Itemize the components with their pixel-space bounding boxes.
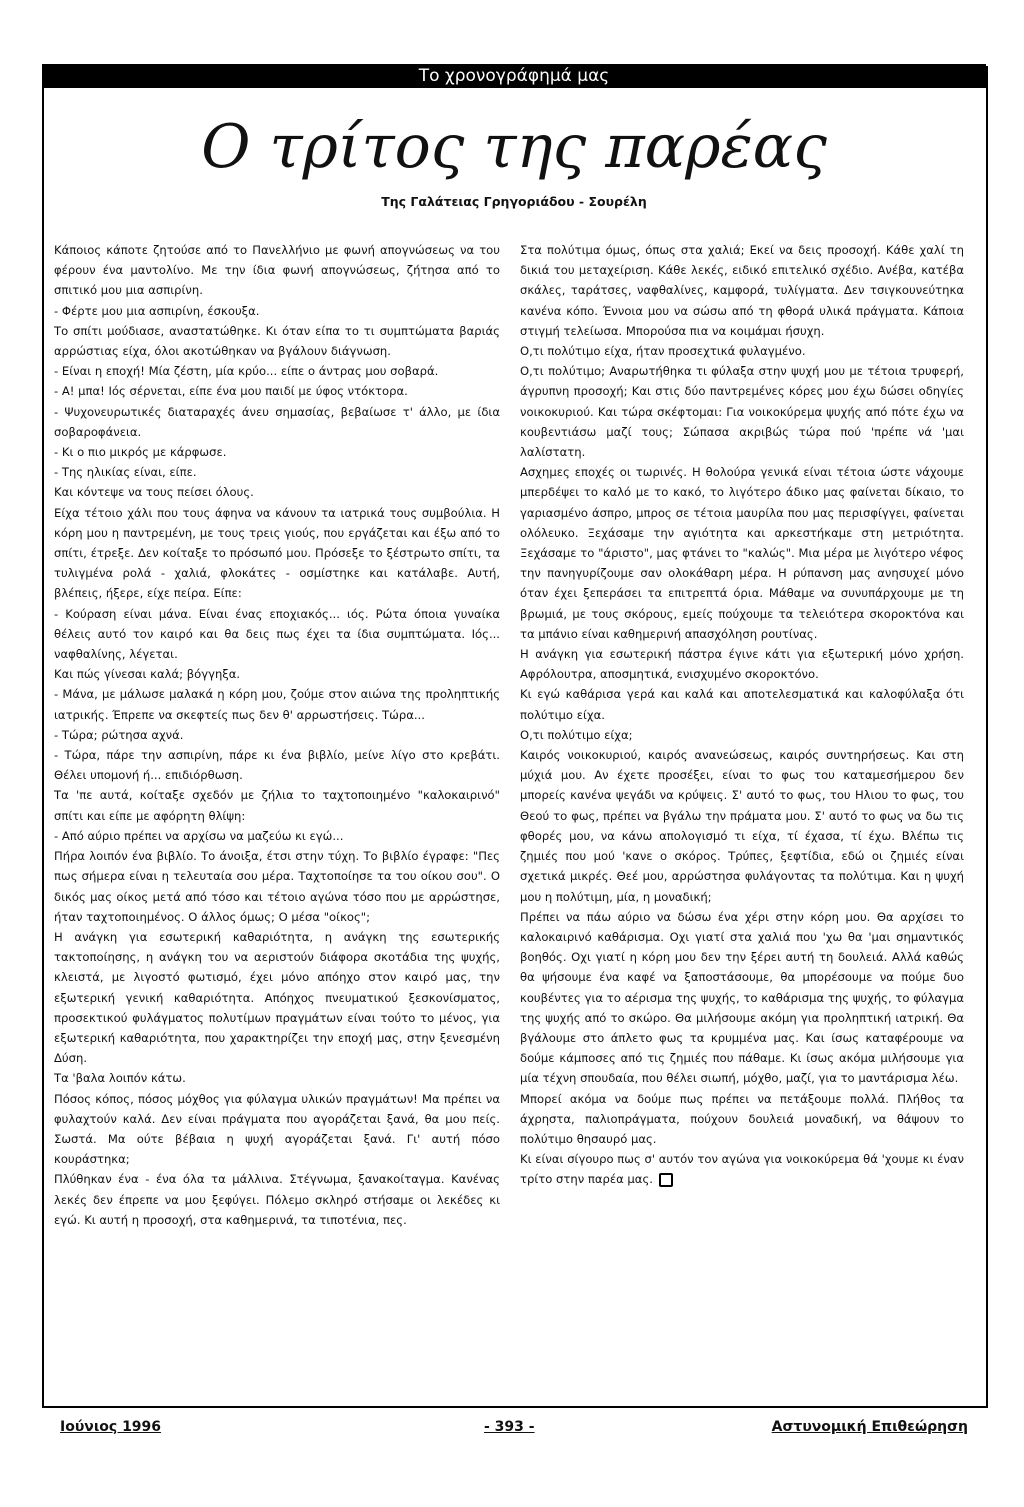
article-title: Ο τρίτος της παρέας (201, 112, 827, 182)
paragraph: - Κι ο πιο μικρός με κάρφωσε. (54, 445, 227, 460)
paragraph: Πόσος κόπος, πόσος μόχθος για φύλαγμα υλικών πραγμάτων! Μα πρέπει να φυλαχτούν καλά. Δεν είναι πράγματα που αγοράζεται ξανά, θα μου πείς. Σωστά. Μα ούτε βέβαια η ψυχή αγοράζεται ξανά. Γι' αυτή πόσο κουράστηκα; (54, 1091, 500, 1167)
paragraph: Μπορεί ακόμα να δούμε πως πρέπει να πετάξουμε πολλά. Πλήθος τα άχρηστα, παλιοπράγματα, πούχουν δουλειά μοναδική, να θάψουν το πολύτιμο θησαυρό μας. (520, 1091, 964, 1146)
left-column (54, 240, 500, 1230)
section-header (42, 64, 986, 88)
page-footer (44, 1416, 984, 1438)
paragraph: - Κούραση είναι μάνα. Είναι ένας εποχιακός... ιός. Ρώτα όποια γυναίκα θέλεις αυτό τον καιρό και θα δεις πως έχει τα ίδια συμπτώματα. Ιός... ναφθαλίνης, λέγεται. (54, 606, 500, 662)
paragraph: - Τώρα; ρώτησα αχνά. (54, 727, 184, 742)
end-mark-icon (659, 1173, 673, 1187)
paragraph: - Μάνα, με μάλωσε μαλακά η κόρη μου, ζούμε στον αιώνα της προληπτικής ιατρικής. Έπρεπε να σκεφτείς πως δεν θ' αρρωστήσεις. Τώρα... (54, 687, 500, 722)
paragraph: Τα 'πε αυτά, κοίταξε σχεδόν με ζήλια το ταχτοποιημένο "καλοκαιρινό" σπίτι και είπε με αφόρητη θλίψη: (54, 788, 500, 823)
issue-date: Ιούνιος 1996 (60, 1419, 162, 1435)
paragraph: Ο,τι πολύτιμο; Αναρωτήθηκα τι φύλαξα στην ψυχή μου με τέτοια τρυφερή, άγρυπνη προσοχή; Και στις δύο παντρεμένες κόρες μου έχω δώσει οδηγίες νοικοκυριού. Και τώρα σκέφτομαι: Για νοικοκύρεμα ψυχής από πότε έχω να κουβεντιάσω μαζί τους; Σώπασα ακριβώς τώρα πού 'πρέπε νά 'μαι λαλίστατη. (520, 364, 964, 460)
section-label: Το χρονογράφημά μας (418, 66, 610, 86)
paragraph: Κι εγώ καθάρισα γερά και καλά και αποτελεσματικά και καλοφύλαξα ότι πολύτιμο είχα. (520, 687, 964, 722)
paragraph: Ασχημες εποχές οι τωρινές. Η θολούρα γενικά είναι τέτοια ώστε νάχουμε μπερδέψει το καλό με το κακό, το λιγότερο άδικο μας φαίνεται δίκαιο, το γαριασμένο άσπρο, μπρος σε τέτοια μαυρίλα που μας περισφίγγει, φαίνεται ολόλευκο. Ξεχάσαμε την αγιότητα και αρκεστήκαμε στη μετριότητα. Ξεχάσαμε το "άριστο", μας φτάνει το "καλώς". Μια μέρα με λιγότερο νέφος την πανηγυρίζουμε σαν ολοκάθαρη μέρα. Η ρύπανση μας ανησυχεί μόνο όταν έχει ξεπεράσει τα επιτρεπτά όρια. Μάθαμε να συνυπάρχουμε με τη βρωμιά, με τους σκόρους, εμείς πούχουμε τα τελειότερα σκοροκτόνα και τα μπάνιο είναι καθημερινή απασχόληση ρουτίνας. (520, 465, 964, 641)
paragraph: Η ανάγκη για εσωτερική καθαριότητα, η ανάγκη της εσωτερικής τακτοποίησης, η ανάγκη του να αεριστούν διάφορα σκοτάδια της ψυχής, κλειστά, με λιγοστό φωτισμό, έχει μόνο απόηχο στον καιρό μας, την εξωτερική γενική καθαριότητα. Απόηχος πνευματικού ξεσκονίσματος, προσεκτικού φυλάγματος πολυτίμων πραγμάτων είναι τούτο το μένος, για εξωτερική καθαριότητα, που χαρακτηρίζει την εποχή μας, στην ξενεσμένη Δύση. (54, 929, 500, 1066)
paragraph: Η ανάγκη για εσωτερική πάστρα έγινε κάτι για εξωτερική μόνο χρήση. Αφρόλουτρα, αποσμητικά, ενισχυμένο σκοροκτόνο. (520, 647, 964, 682)
paragraph: - Από αύριο πρέπει να αρχίσω να μαζεύω κι εγώ... (54, 828, 344, 843)
right-column (520, 240, 964, 1190)
paragraph: Τα 'βαλα λοιπόν κάτω. (54, 1071, 186, 1086)
paragraph: Το σπίτι μούδιασε, αναστατώθηκε. Κι όταν είπα το τι συμπτώματα βαριάς αρρώστιας είχα, όλοι ακοτώθηκαν να βγάλουν διάγνωση. (54, 323, 500, 359)
paragraph: Πήρα λοιπόν ένα βιβλίο. Το άνοιξα, έτσι στην τύχη. Το βιβλίο έγραφε: "Πες πως σήμερα είναι η τελευταία σου μέρα. Ταχτοποίησε τα του οίκου σου". Ο δικός μας οίκος μετά από τόσο και τέτοιο αγώνα τόσο που με αρρώστησε, ήταν ταχτοποιημένος. Ο άλλος όμως; Ο μέσα "οίκος"; (54, 849, 500, 924)
paragraph: Πλύθηκαν ένα - ένα όλα τα μάλλινα. Στέγνωμα, ξανακοίταγμα. Κανένας λεκές δεν έπρεπε να μου ξεφύγει. Πόλεμο σκληρό στήσαμε οι λεκέδες κι εγώ. Κι αυτή η προσοχή, στα καθημερινά, τα τιποτένια, πες. (54, 1172, 500, 1227)
paragraph: Στα πολύτιμα όμως, όπως στα χαλιά; Εκεί να δεις προσοχή. Κάθε χαλί τη δικιά του μεταχείριση. Κάθε λεκές, ειδικό επιτελικό σχέδιο. Ανέβα, κατέβα σκάλες, ταράτσες, ναφθαλίνες, καμφορά, τυλίγματα. Δεν τσιγκουνεύτηκα κανένα κόπο. Έννοια μου να σώσω από τη φθορά υλικά πράγματα. Κάποια στιγμή τελείωσα. Μπορούσα πια να κοιμάμαι ήσυχη. (520, 243, 964, 338)
paragraph: - Είναι η εποχή! Μία ζέστη, μία κρύο... είπε ο άντρας μου σοβαρά. (54, 364, 439, 379)
paragraph: Κι είναι σίγουρο πως σ' αυτόν τον αγώνα για νοικοκύρεμα θά 'χουμε κι έναν τρίτο στην παρέα μας. (520, 1152, 964, 1187)
paragraph: Καιρός νοικοκυριού, καιρός ανανεώσεως, καιρός συντηρήσεως. Και στη μύχιά μου. Αν έχετε προσέξει, είναι το φως του καταμεσήμερου δεν μπορείς κανένα ψεγάδι να κρύψεις. Σ' αυτό το φως, του Ηλιου το φως, του Θεού το φως, πρέπει να βγάλω την πράματα μου. Σ' αυτό το φως να δω τις φθορές μου, να κάνω απολογισμό τι είχα, τί έχασα, τί έχω. Βλέπω τις ζημιές που μού 'κανε ο σκόρος. Τρύπες, ξεφτίδια, εδώ οι ζημιές είναι σχετικά μικρές. Θεέ μου, αρρώστησα φυλάγοντας τα πολύτιμα. Και η ψυχή μου η πολύτιμη, μία, η μοναδική; (520, 748, 964, 904)
paragraph: Κάποιος κάποτε ζητούσε από το Πανελλήνιο με φωνή απογνώσεως να του φέρουν ένα μαντολίνο. Με την ίδια φωνή απογνώσεως, ζήτησα από το σπιτικό μου μια ασπιρίνη. (54, 243, 500, 298)
paragraph: - Α! μπα! Ιός σέρνεται, είπε ένα μου παιδί με ύφος ντόκτορα. (54, 384, 408, 399)
paragraph: Και κόντεψε να τους πείσει όλους. (54, 485, 254, 500)
article-author: Της Γαλάτειας Γρηγοριάδου - Σουρέλη (381, 194, 647, 209)
paragraph: - Της ηλικίας είναι, είπε. (54, 465, 197, 480)
paragraph: - Τώρα, πάρε την ασπιρίνη, πάρε κι ένα βιβλίο, μείνε λίγο στο κρεβάτι. Θέλει υπομονή ή... επιδιόρθωση. (54, 748, 500, 783)
magazine-name: Αστυνομική Επιθεώρηση (771, 1419, 968, 1435)
paragraph: Ο,τι πολύτιμο είχα, ήταν προσεχτικά φυλαγμένο. (520, 344, 806, 359)
paragraph: - Φέρτε μου μια ασπιρίνη, έσκουξα. (54, 303, 260, 318)
paragraph: Και πώς γίνεσαι καλά; βόγγηξα. (54, 667, 241, 682)
paragraph: Ο,τι πολύτιμο είχα; (520, 727, 633, 742)
page-number: - 393 - (484, 1419, 535, 1435)
paragraph: Πρέπει να πάω αύριο να δώσω ένα χέρι στην κόρη μου. Θα αρχίσει το καλοκαιρινό καθάρισμα. Οχι γιατί στα χαλιά που 'χω θα 'μαι σημαντικός βοηθός. Οχι γιατί η κόρη μου δεν την ξέρει αυτή τη δουλειά. Αλλά καθώς θα ψήσουμε ένα καφέ να ξαποστάσουμε, θα μπορέσουμε να πούμε δυο κουβέντες για το αέρισμα της ψυχής, το καθάρισμα της ψυχής, το φύλαγμα της ψυχής από το σκώρο. Θα μιλήσουμε ακόμη για προληπτική ιατρική. Θα βγάλουμε στο άπλετο φως τα κρυμμένα μας. Και ίσως καταφέρουμε να δούμε κάμποσες από τις ζημιές που πάθαμε. Κι ίσως ακόμα μιλήσουμε για μία τέχνη σπουδαία, που θέλει σιωπή, μόχθο, μαζί, για το μαντάρισμα λέω. (520, 909, 964, 1086)
paragraph: - Ψυχονευρωτικές διαταραχές άνευ σημασίας, βεβαίωσε τ' άλλο, με ίδια σοβαροφάνεια. (54, 404, 500, 439)
paragraph: Είχα τέτοιο χάλι που τους άφηνα να κάνουν τα ιατρικά τους συμβούλια. Η κόρη μου η παντρεμένη, με τους τρεις γιούς, που εργάζεται και έξω από το σπίτι, έτρεξε. Δεν κοίταξε το πρόσωπό μου. Πρόσεξε το ξέστρωτο σπίτι, τα τυλιγμένα ρολά - χαλιά, φλοκάτες - οσμίστηκε και κατάλαβε. Αυτή, βλέπεις, ήξερε, είχε πείρα. Είπε: (54, 505, 500, 601)
